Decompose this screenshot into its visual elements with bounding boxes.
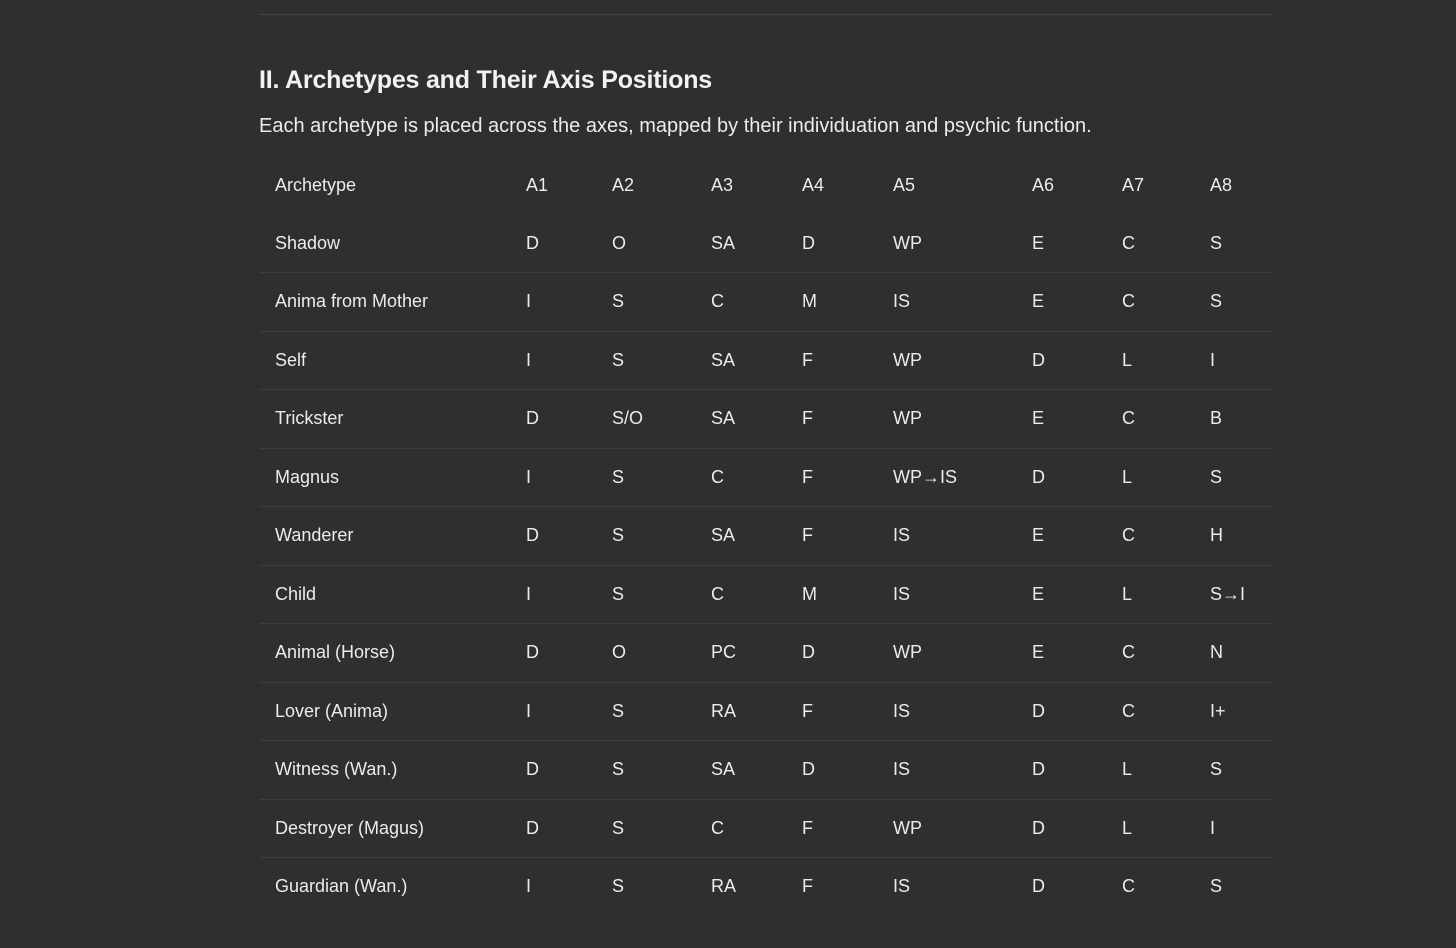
axis-value-cell: C [1122,525,1135,546]
archetype-name-cell: Destroyer (Magus) [275,817,425,838]
table-row [259,858,1273,916]
axis-value-cell: M [802,583,817,604]
axis-value-cell: S [612,817,625,838]
axis-value-cell: E [1032,642,1045,663]
section-title: II. Archetypes and Their Axis Positions [259,66,712,94]
axis-value-cell: E [1032,583,1045,604]
axis-value-cell: IS [893,583,911,604]
axis-value-cell: I [526,583,532,604]
axis-value-cell: F [802,700,813,721]
table-header-row [259,157,1273,215]
axis-value-cell: N [1210,642,1223,663]
axis-value-cell: S [1210,876,1223,897]
axis-value-cell: C [711,583,724,604]
axis-value-cell: S/O [612,408,644,429]
axis-value-cell: I+ [1210,700,1226,721]
axis-value-cell: RA [711,876,737,897]
axis-value-cell: C [1122,700,1135,721]
axis-value-cell: L [1122,466,1133,487]
axis-value-cell: C [1122,876,1135,897]
axis-value-cell: WP [893,408,922,429]
column-header-a5: A5 [893,175,916,196]
axis-value-cell: C [1122,408,1135,429]
axis-value-cell: SA [711,232,736,253]
axis-value-cell: S [612,466,625,487]
axis-value-cell: M [802,291,817,312]
axis-value-cell: E [1032,232,1045,253]
axis-value-cell: E [1032,291,1045,312]
table-row [259,390,1273,449]
column-header-a1: A1 [526,175,549,196]
axis-value-cell: L [1122,583,1133,604]
axis-value-cell: WP [893,232,922,253]
axis-value-cell: E [1032,525,1045,546]
axis-value-cell: SA [711,408,736,429]
axis-value-cell: C [1122,291,1135,312]
axis-value-cell: IS [893,700,911,721]
archetype-name-cell: Guardian (Wan.) [275,876,408,897]
axis-value-cell: D [526,232,539,253]
axis-value-cell: IS [893,876,911,897]
axis-value-cell: C [711,817,724,838]
column-header-a7: A7 [1122,175,1145,196]
table-row [259,624,1273,683]
axis-value-cell: S [1210,232,1223,253]
archetype-name-cell: Shadow [275,232,341,253]
axis-value-cell: B [1210,408,1223,429]
axis-value-cell: IS [893,291,911,312]
section-intro: Each archetype is placed across the axes, mapped by their individuation and psychic function. [259,115,1092,137]
axis-value-cell: I [526,876,532,897]
axis-value-cell: D [526,525,539,546]
column-header-a8: A8 [1210,175,1233,196]
archetype-name-cell: Wanderer [275,525,354,546]
column-header-a2: A2 [612,175,635,196]
axis-value-cell: F [802,466,813,487]
archetype-name-cell: Child [275,583,317,604]
archetype-name-cell: Animal (Horse) [275,642,396,663]
axis-value-cell: F [802,349,813,370]
axis-value-cell: O [612,642,627,663]
axis-value-cell: RA [711,700,737,721]
axis-value-cell: I [526,466,532,487]
axis-value-cell: C [1122,232,1135,253]
table-row [259,273,1273,332]
axis-value-cell: WP [893,817,922,838]
table-row [259,799,1273,858]
axis-value-cell: C [711,466,724,487]
table-row [259,507,1273,566]
axis-value-cell: D [526,642,539,663]
table-row [259,448,1273,507]
archetype-name-cell: Witness (Wan.) [275,759,398,780]
axis-value-cell: I [1210,817,1216,838]
axis-value-cell: I [526,349,532,370]
axis-value-cell: S [612,583,625,604]
axis-value-cell: SA [711,349,736,370]
archetype-name-cell: Lover (Anima) [275,700,389,721]
axis-value-cell: S [1210,759,1223,780]
axis-value-cell: F [802,408,813,429]
axis-value-cell: F [802,525,813,546]
axis-value-cell: E [1032,408,1045,429]
axis-value-cell: L [1122,817,1133,838]
axis-value-cell: L [1122,349,1133,370]
axis-value-cell: D [526,408,539,429]
axis-value-cell: D [1032,466,1045,487]
axis-value-cell: D [802,759,815,780]
table-row [259,565,1273,624]
table-row [259,331,1273,390]
table-row [259,741,1273,800]
archetype-name-cell: Trickster [275,408,344,429]
axis-value-cell: I [1210,349,1216,370]
axis-value-cell: WP [893,349,922,370]
axis-value-cell: L [1122,759,1133,780]
archetype-name-cell: Self [275,349,307,370]
column-header-a4: A4 [802,175,825,196]
axis-value-cell: F [802,817,813,838]
axis-value-cell: S [612,525,625,546]
axis-value-cell: D [526,759,539,780]
axis-value-cell: IS [893,759,911,780]
table-row [259,215,1273,273]
axis-value-cell: I [526,700,532,721]
axis-value-cell: S→I [1210,583,1246,604]
axis-value-cell: H [1210,525,1223,546]
axis-value-cell: PC [711,642,737,663]
archetype-axis-table [259,157,1273,916]
axis-value-cell: I [526,291,532,312]
axis-value-cell: S [612,759,625,780]
axis-value-cell: D [1032,759,1045,780]
axis-value-cell: S [1210,466,1223,487]
column-header-archetype: Archetype [275,175,357,196]
section-divider [259,14,1273,15]
axis-value-cell: F [802,876,813,897]
axis-value-cell: WP [893,642,922,663]
axis-value-cell: D [1032,700,1045,721]
axis-value-cell: SA [711,759,736,780]
axis-value-cell: D [802,232,815,253]
axis-value-cell: D [1032,876,1045,897]
axis-value-cell: IS [893,525,911,546]
axis-value-cell: SA [711,525,736,546]
column-header-a6: A6 [1032,175,1055,196]
axis-value-cell: C [711,291,724,312]
axis-value-cell: D [1032,817,1045,838]
axis-value-cell: C [1122,642,1135,663]
archetype-name-cell: Anima from Mother [275,291,429,312]
axis-value-cell: D [526,817,539,838]
axis-value-cell: S [612,700,625,721]
axis-value-cell: D [1032,349,1045,370]
table-row [259,682,1273,741]
axis-value-cell: WP→IS [893,466,958,487]
axis-value-cell: S [1210,291,1223,312]
table-body [259,215,1273,916]
axis-value-cell: O [612,232,627,253]
axis-value-cell: D [802,642,815,663]
axis-value-cell: S [612,291,625,312]
archetype-name-cell: Magnus [275,466,340,487]
axis-value-cell: S [612,349,625,370]
axis-value-cell: S [612,876,625,897]
column-header-a3: A3 [711,175,734,196]
